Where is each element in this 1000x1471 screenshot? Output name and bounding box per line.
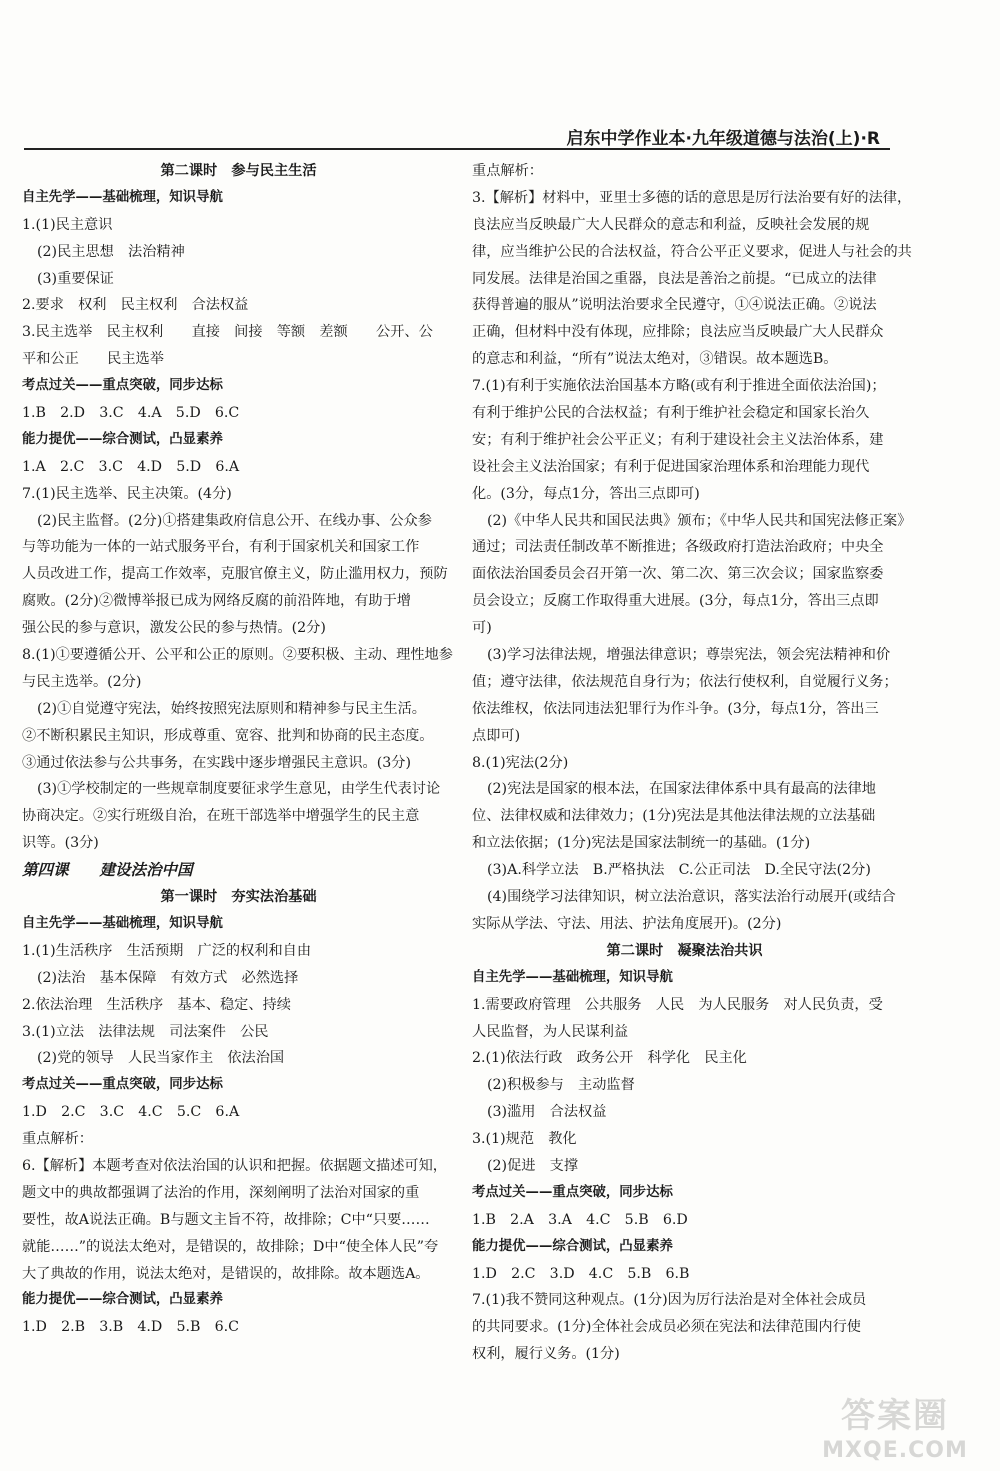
text-line: 3.(1)规范 教化 (472, 1131, 577, 1148)
section-heading: 自主先学——基础梳理，知识导航 (22, 189, 223, 205)
text-line: 协商决定。②实行班级自治，在班干部选举中增强学生的民主意 (22, 808, 420, 825)
section-heading: 考点过关——重点突破，同步达标 (22, 378, 223, 394)
text-line: 强公民的参与意识，激发公民的参与热情。(2分) (22, 620, 326, 637)
header-rule (24, 148, 890, 150)
text-line: (2)党的领导 人民当家作主 依法治国 (37, 1050, 285, 1067)
text-line: 同发展。法律是治国之重器，良法是善治之前提。“已成立的法律 (472, 270, 877, 287)
text-line: 1.D 2.B 3.B 4.D 5.B 6.C (22, 1319, 240, 1336)
text-line: 1.(1)民主意识 (22, 216, 113, 233)
text-line: (3)A.科学立法 B.严格执法 C.公正司法 D.全民守法(2分) (487, 862, 871, 879)
text-line: 7.(1)民主选举、民主决策。(4分) (22, 485, 232, 502)
section-heading: 能力提优——综合测试，凸显素养 (22, 431, 223, 447)
text-line: 通过；司法责任制改革不断推进；各级政府打造法治政府；中央全 (472, 539, 884, 556)
text-line: (3)学习法律法规，增强法律意识；尊崇宪法，领会宪法精神和价 (487, 647, 891, 664)
text-line: 1.(1)生活秩序 生活预期 广泛的权利和自由 (22, 942, 312, 959)
chapter-title: 第四课 建设法治中国 (22, 860, 193, 880)
text-line: 重点解析： (22, 1131, 93, 1148)
text-line: 点即可) (472, 727, 521, 744)
text-line: 化。(3分，每点1分，答出三点即可) (472, 485, 700, 502)
text-line: 2.依法治理 生活秩序 基本、稳定、持续 (22, 996, 291, 1013)
text-line: 1.A 2.C 3.C 4.D 5.D 6.A (22, 458, 240, 475)
text-line: (2)①自觉遵守宪法，始终按照宪法原则和精神参与民主生活。 (37, 700, 426, 717)
text-line: 要性，故A说法正确。B与题文主旨不符，故排除；C中“只要…… (22, 1211, 430, 1228)
page-header: 启东中学作业本·九年级道德与法治(上)·R (566, 129, 880, 149)
text-line: 面依法治国委员会召开第一次、第二次、第三次会议；国家监察委 (472, 566, 884, 583)
text-line: 就能……”的说法太绝对，是错误的，故排除；D中“使全体人民”夸 (22, 1238, 439, 1255)
text-line: ②不断积累民主知识，形成尊重、宽容、批判和协商的民主态度。 (22, 727, 434, 744)
text-line: 安；有利于维护社会公平正义；有利于建设社会主义法治体系，建 (472, 431, 884, 448)
text-line: 与等功能为一体的一站式服务平台，有利于国家机关和国家工作 (22, 539, 420, 556)
text-line: 的共同要求。(1分)全体社会成员必须在宪法和法律范围内行使 (472, 1319, 861, 1336)
text-line: 人员改进工作，提高工作效率，克服官僚主义，防止滥用权力，预防 (22, 566, 448, 583)
text-line: 6.【解析】本题考查对依法治国的认识和把握。依据题文描述可知， (22, 1157, 447, 1174)
text-line: 2.要求 权利 民主权利 合法权益 (22, 297, 249, 314)
text-line: 和立法依据；(1分)宪法是国家法制统一的基础。(1分) (472, 835, 811, 852)
text-line: 可) (472, 620, 492, 637)
text-line: 良法应当反映最广大人民群众的意志和利益，反映社会发展的规 (472, 216, 870, 233)
text-line: 权利，履行义务。(1分) (472, 1346, 620, 1363)
text-line: (2)民主监督。(2分)①搭建集政府信息公开、在线办事、公众参 (37, 512, 432, 529)
text-line: 设社会主义法治国家；有利于促进国家治理体系和治理能力现代 (472, 458, 870, 475)
text-line: (3)滥用 合法权益 (487, 1104, 607, 1121)
text-line: (2)法治 基本保障 有效方式 必然选择 (37, 969, 299, 986)
text-line: 的意志和利益，“所有”说法太绝对，③错误。故本题选B。 (472, 351, 838, 368)
text-line: (2)《中华人民共和国民法典》颁布；《中华人民共和国宪法修正案》 (487, 512, 912, 529)
section-heading: 自主先学——基础梳理，知识导航 (22, 915, 223, 931)
text-line: 8.(1)宪法(2分) (472, 754, 569, 771)
text-line: 7.(1)我不赞同这种观点。(1分)因为厉行法治是对全体社会成员 (472, 1292, 867, 1309)
text-line: 识等。(3分) (22, 835, 99, 852)
text-line: 7.(1)有利于实施依法治国基本方略(或有利于推进全面依法治国)； (472, 378, 886, 395)
text-line: 律，应当维护公民的合法权益，符合公平正义要求，促进人与社会的共 (472, 243, 912, 260)
text-line: 正确，但材料中没有体现，应排除；良法应当反映最广大人民群众 (472, 324, 884, 341)
section-title: 第二课时 参与民主生活 (160, 163, 317, 179)
watermark-url: MXQE.COM (822, 1438, 968, 1463)
text-line: (2)民主思想 法治精神 (37, 243, 185, 260)
text-line: 1.B 2.D 3.C 4.A 5.D 6.C (22, 405, 240, 422)
text-line: 题文中的典故都强调了法治的作用，深刻阐明了法治对国家的重 (22, 1184, 420, 1201)
text-line: 依法维权，依法同违法犯罪行为作斗争。(3分，每点1分，答出三 (472, 700, 879, 717)
section-title: 第二课时 凝聚法治共识 (606, 942, 763, 959)
text-line: 值；遵守法律，依法规范自身行为；依法行使权利，自觉履行义务； (472, 673, 898, 690)
text-line: (3)①学校制定的一些规章制度要征求学生意见，由学生代表讨论 (37, 781, 441, 798)
section-heading: 自主先学——基础梳理，知识导航 (472, 969, 673, 985)
text-line: 1.D 2.C 3.C 4.C 5.C 6.A (22, 1104, 240, 1121)
text-line: (4)围绕学习法律知识，树立法治意识，落实法治行动展开(或结合 (487, 889, 896, 906)
section-heading: 考点过关——重点突破，同步达标 (472, 1184, 673, 1200)
watermark-logo (800, 1395, 990, 1467)
text-line: 3.民主选举 民主权利 直接 间接 等额 差额 公开、公 (22, 324, 433, 341)
text-line: 1.B 2.A 3.A 4.C 5.B 6.D (472, 1211, 688, 1228)
text-line: (2)促进 支撑 (487, 1157, 579, 1174)
text-line: 1.D 2.C 3.D 4.C 5.B 6.B (472, 1265, 690, 1282)
text-line: 获得普遍的服从”说明法治要求全民遵守，①④说法正确。②说法 (472, 297, 877, 314)
text-line: 3.【解析】材料中，亚里士多德的话的意思是厉行法治要有好的法律， (472, 189, 912, 206)
text-line: 位、法律权威和法律效力；(1分)宪法是其他法律法规的立法基础 (472, 808, 876, 825)
text-line: (2)积极参与 主动监督 (487, 1077, 635, 1094)
section-title: 第一课时 夯实法治基础 (160, 889, 317, 906)
text-line: 3.(1)立法 法律法规 司法案件 公民 (22, 1023, 269, 1040)
text-line: 重点解析： (472, 163, 543, 179)
text-line: 8.(1)①要遵循公开、公平和公正的原则。②要积极、主动、理性地参 (22, 647, 453, 664)
text-line: 平和公正 民主选举 (22, 351, 164, 368)
right-column (472, 158, 912, 1368)
text-line: 1.需要政府管理 公共服务 人民 为人民服务 对人民负责，受 (472, 996, 883, 1013)
text-line: (3)重要保证 (37, 270, 114, 287)
watermark-text: 答案圈 (841, 1396, 949, 1436)
left-column (22, 158, 455, 1341)
text-line: 有利于维护公民的合法权益；有利于维护社会稳定和国家长治久 (472, 405, 870, 422)
section-heading: 能力提优——综合测试，凸显素养 (22, 1292, 223, 1308)
text-line: (2)宪法是国家的根本法，在国家法律体系中具有最高的法律地 (487, 781, 876, 798)
text-line: 腐败。(2分)②微博举报已成为网络反腐的前沿阵地，有助于增 (22, 593, 411, 610)
text-line: 大了典故的作用，说法太绝对，是错误的，故排除。故本题选A。 (22, 1265, 430, 1282)
text-line: 与民主选举。(2分) (22, 673, 142, 690)
text-line: ③通过依法参与公共事务，在实践中逐步增强民主意识。(3分) (22, 754, 411, 771)
section-heading: 能力提优——综合测试，凸显素养 (472, 1238, 673, 1254)
text-line: 实际从学法、守法、用法、护法角度展开)。(2分) (472, 915, 782, 932)
section-heading: 考点过关——重点突破，同步达标 (22, 1077, 223, 1093)
text-line: 2.(1)依法行政 政务公开 科学化 民主化 (472, 1050, 747, 1067)
text-line: 员会设立；反腐工作取得重大进展。(3分，每点1分，答出三点即 (472, 593, 879, 610)
text-line: 人民监督，为人民谋利益 (472, 1023, 629, 1040)
